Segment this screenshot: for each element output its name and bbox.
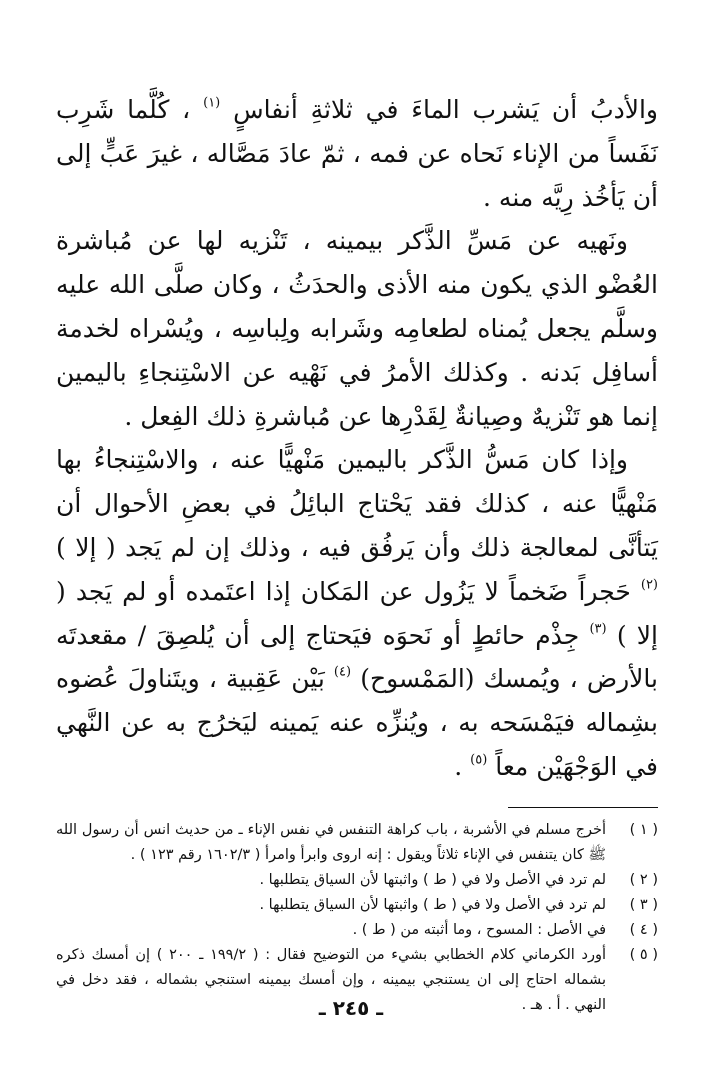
footnote-number: ( ٢ ): [629, 871, 658, 888]
footnote-text: في الأصل : المسوح ، وما أثبته من ( ط ) .: [352, 921, 606, 938]
paragraph-2: ونَهيه عن مَسِّ الذَّكر بيمينه ، تَنْزيه لها عن مُباشرة العُضْو الذي يكون منه الأذى والحدَثُ ، وكان صلَّى الله عليه وسلَّم يجعل يُمناه لطعامِه وشَرابه ولِباسِه ، ويُسْراه لخدمة أسافِل بَدنه . وكذلك الأمرُ في نَهْيه عن الاسْتِنجاءِ باليمين إنما هو تَنْزيهٌ وصِيانةٌ لِقَدْرِها عن مُباشرةِ ذلك الفِعل .: [56, 226, 658, 431]
footnote-text: لم ترد في الأصل ولا في ( ط ) واثبتها لأن السياق يتطلبها .: [259, 896, 606, 913]
paragraph-1-end: ، كُلَّما شَرِب نَفَساً من الإناء نَحاه عن فمه ، ثمّ عادَ مَصَّاله ، غيرَ عَبٍّ إلى أن يَأخُذ رِيَّه منه .: [56, 95, 658, 212]
footnote-text: لم ترد في الأصل ولا في ( ط ) واثبتها لأن السياق يتطلبها .: [259, 871, 606, 888]
footnote-4: [56, 918, 658, 943]
footnote-number: ( ٣ ): [629, 896, 658, 913]
paragraph-1: [56, 88, 658, 219]
footnote-text: أخرج مسلم في الأشربة ، باب كراهة التنفس في نفس الإناء ـ من حديث انس أن رسول الله ﷺ كان يتنفس في الإناء ثلاثاً ويقول : إنه اروى وابرأ وامرأ ( ١٦٠٢/٣ رقم ١٢٣ ) .: [56, 821, 606, 863]
footnote-2: [56, 868, 658, 893]
footnote-number: ( ١ ): [629, 821, 658, 838]
paragraph-1-start: والأدبُ أن يَشرب الماءَ في ثلاثةِ أنفاسٍ: [233, 95, 659, 124]
footnote-3: [56, 893, 658, 918]
footnote-ref-2: (٢): [640, 577, 658, 593]
footnote-divider: [508, 807, 658, 808]
paragraph-3-part-2: حَجراً ضَخماً لا يَزُول عن المَكان إذا اعتَمده أو لم يَجد ( إلا ): [56, 576, 658, 650]
footnote-number: ( ٤ ): [629, 921, 658, 938]
footnotes: [56, 818, 658, 1018]
paragraph-3-part-5: .: [454, 751, 463, 781]
footnote-ref-3: (٣): [589, 620, 607, 636]
paragraph-3-part-4: بَيْن عَقِبية ، ويتَناولَ عُضوه بشِماله فيَمْسَحه به ، ويُنزِّه عنه يَمينه ليَخرُج به عن النَّهي في الوَجْهَيْن معاً: [56, 664, 658, 781]
footnote-ref-1: (١): [203, 95, 221, 111]
footnote-ref-5: (٥): [470, 752, 488, 768]
main-text: [56, 88, 658, 789]
footnote-number: ( ٥ ): [629, 946, 658, 963]
paragraph-3: [56, 438, 658, 788]
footnote-text: أورد الكرماني كلام الخطابي بشيء من التوضيح فقال : ( ١٩٩/٢ ـ ٢٠٠ ) إن أمسك ذكره بشماله احتاج إلى ان يستنجي بيمينه ، وإن أمسك بيمينه استنجي بشماله ، فقد دخل في النهي . أ . هـ .: [56, 946, 606, 1013]
paragraph-3-part-1: وإذا كان مَسُّ الذَّكر باليمين مَنْهيًّا عنه ، والاسْتِنجاءُ بها مَنْهيًّا عنه ، كذلك فقد يَحْتاج البائِلُ في بعضِ الأحوال أن يَتأنَّى لمعالجة ذلك وأن يَرفُق فيه ، وذلك إن لم يَجد ( إلا ): [56, 445, 658, 562]
footnote-ref-4: (٤): [333, 664, 352, 680]
paragraph-3-part-3: جِذْم حائطٍ أو نَحوَه فيَحتاج إلى أن يُلصِقَ / مقعدتَه بالأرض ، ويُمسك (المَمْسوح): [56, 620, 658, 694]
footnote-1: [56, 818, 658, 868]
page-number: ـ ٢٤٥ ـ: [318, 996, 384, 1020]
